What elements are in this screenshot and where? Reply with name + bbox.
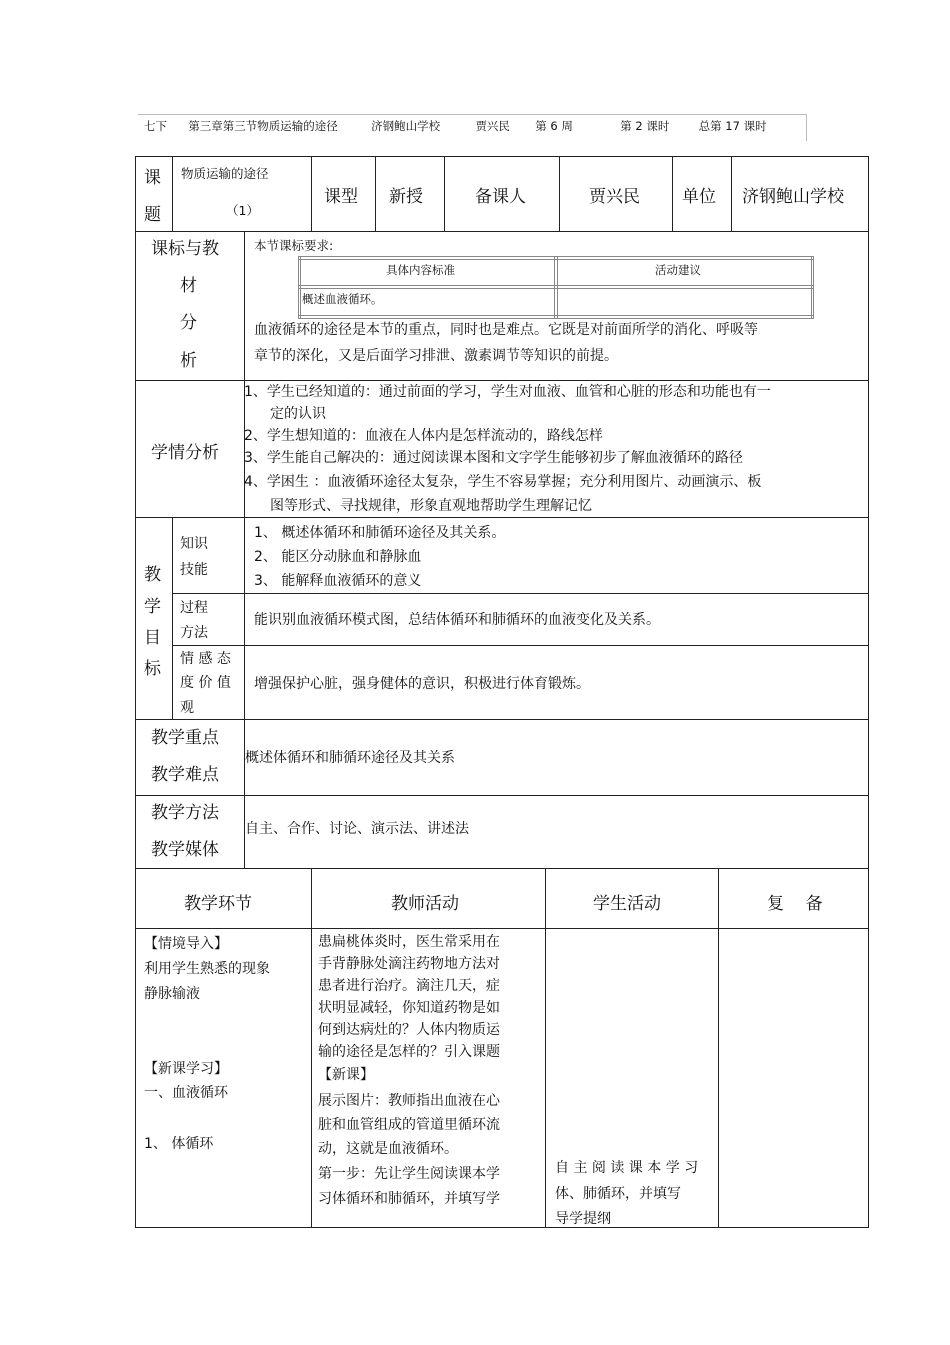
goals-label-2: 学 <box>144 597 161 617</box>
students-label: 学情分析 <box>151 443 219 463</box>
standards-table <box>298 256 814 319</box>
rule <box>298 256 299 319</box>
analysis-intro: 本节课标要求: <box>254 238 334 253</box>
teacher-line-8: 展示图片：教师指出血液在心 <box>318 1093 500 1109</box>
rule <box>813 256 814 319</box>
standards-cell-content: 概述血液循环。 <box>302 292 383 306</box>
goals-label-4: 标 <box>144 659 161 679</box>
stage-line-5: 一、血液循环 <box>144 1085 228 1101</box>
rule <box>172 593 869 594</box>
rule <box>444 156 445 231</box>
knowledge-label-b: 技能 <box>180 562 208 578</box>
teacher-line-1: 患扁桃体炎时，医生常采用在 <box>318 934 500 950</box>
rule <box>731 156 732 231</box>
rule <box>718 868 719 1227</box>
goals-label-3: 目 <box>144 628 161 648</box>
rule <box>135 1227 869 1228</box>
analysis-paragraph-2: 章节的深化，又是后面学习排泄、激素调节等知识的前提。 <box>254 348 618 364</box>
rule <box>172 156 173 231</box>
students-line-4: 3、学生能自己解决的：通过阅读课本图和文字学生能够初步了解血液循环的路径 <box>244 450 743 466</box>
knowledge-item-3: 3、 能解释血液循环的意义 <box>254 573 422 589</box>
header-chapter: 第三章第三节物质运输的途径 <box>188 119 338 133</box>
rule <box>135 795 869 796</box>
process-label-a: 过程 <box>180 600 208 616</box>
teacher-line-7: 【新课】 <box>318 1067 374 1083</box>
process-header-teacher: 教师活动 <box>391 894 459 914</box>
knowledge-label-a: 知识 <box>180 536 208 552</box>
rule <box>672 156 673 231</box>
teacher-line-9: 脏和血管组成的管道里循环流 <box>318 1117 500 1133</box>
stage-line-1: 【情境导入】 <box>144 936 228 952</box>
topic-part: （1） <box>226 203 259 218</box>
students-line-2: 定的认识 <box>270 406 326 422</box>
preparer-value: 贾兴民 <box>589 187 640 207</box>
topic-title: 物质运输的途径 <box>181 166 269 181</box>
analysis-paragraph-1: 血液循环的途径是本节的重点，同时也是难点。它既是对前面所学的消化、呼吸等 <box>254 322 758 338</box>
header-lesson: 第 2 课时 <box>620 119 670 133</box>
standards-header-activity: 活动建议 <box>655 263 701 277</box>
students-line-5: 4、学困生 ：血液循环途径太复杂，学生不容易掌握；充分利用图片、动画演示、板 <box>244 474 762 490</box>
rule <box>557 256 558 319</box>
rule <box>135 928 869 929</box>
rule <box>135 156 869 157</box>
rule <box>135 517 869 518</box>
method-label: 教学方法 <box>151 803 219 823</box>
process-goal: 能识别血液循环模式图，总结体循环和肺循环的血液变化及关系。 <box>254 612 660 628</box>
emotion-label-c: 观 <box>180 700 194 716</box>
teacher-line-10: 动，这就是血液循环。 <box>318 1141 458 1157</box>
process-label-b: 方法 <box>180 625 208 641</box>
rule <box>811 256 812 319</box>
rule <box>135 868 869 869</box>
table-border-right <box>868 156 869 1228</box>
rule <box>298 288 814 289</box>
type-value: 新授 <box>389 187 423 207</box>
teacher-line-6: 输的途径是怎样的？引入课题 <box>318 1044 500 1060</box>
rule <box>135 719 869 720</box>
knowledge-item-2: 2、 能区分动脉血和静脉血 <box>254 549 422 565</box>
preparer-label: 备课人 <box>475 187 526 207</box>
emotion-label-b: 度 价 值 <box>180 675 231 691</box>
standards-header-content: 具体内容标准 <box>386 263 455 277</box>
process-header-review: 复 备 <box>767 894 823 914</box>
students-line-1: 1、学生已经知道的：通过前面的学习，学生对血液、血管和心脏的形态和功能也有一 <box>244 384 771 400</box>
method-value: 自主、合作、讨论、演示法、讲述法 <box>245 821 469 837</box>
topic-label-b: 题 <box>144 205 161 225</box>
rule <box>545 868 546 1227</box>
rule <box>298 285 814 286</box>
type-label: 课型 <box>324 187 358 207</box>
header-week: 第 6 周 <box>535 119 573 133</box>
analysis-label-1: 课标与教 <box>151 239 219 259</box>
rule <box>300 256 301 319</box>
media-label: 教学媒体 <box>151 840 219 860</box>
stage-line-6: 1、 体循环 <box>144 1136 214 1152</box>
rule <box>554 256 555 319</box>
student-line-2: 体、肺循环，并填写 <box>555 1186 681 1202</box>
process-header-student: 学生活动 <box>593 894 661 914</box>
table-border-left <box>135 156 136 1228</box>
rule <box>298 315 814 316</box>
rule <box>244 231 245 868</box>
rule <box>298 256 814 257</box>
rule <box>559 156 560 231</box>
analysis-label-4: 析 <box>180 351 197 371</box>
analysis-label-3: 分 <box>180 313 197 333</box>
rule <box>172 517 173 719</box>
student-line-3: 导学提纲 <box>555 1211 611 1227</box>
rule <box>311 868 312 1227</box>
students-line-3: 2、学生想知道的：血液在人体内是怎样流动的，路线怎样 <box>244 428 603 444</box>
teacher-line-12: 习体循环和肺循环，并填写学 <box>318 1191 500 1207</box>
teacher-line-4: 状明显减轻，你知道药物是如 <box>318 1000 500 1016</box>
teacher-line-3: 患者进行治疗。滴注几天，症 <box>318 978 500 994</box>
rule <box>172 645 869 646</box>
header-teacher: 贾兴民 <box>475 119 510 133</box>
students-line-6: 图等形式、寻找规律，形象直观地帮助学生理解记忆 <box>270 498 592 514</box>
goals-label-1: 教 <box>144 565 161 585</box>
header-grade: 七下 <box>144 119 167 133</box>
unit-label: 单位 <box>682 187 716 207</box>
emotion-goal: 增强保护心脏，强身健体的意识，积极进行体育锻炼。 <box>254 676 590 692</box>
teacher-line-5: 何到达病灶的？人体内物质运 <box>318 1022 500 1038</box>
difficulty-label: 教学难点 <box>151 765 219 785</box>
knowledge-item-1: 1、 概述体循环和肺循环途径及其关系。 <box>254 525 506 541</box>
header-total: 总第 17 课时 <box>698 119 767 133</box>
teacher-line-11: 第一步：先让学生阅读课本学 <box>318 1166 500 1182</box>
rule <box>298 259 814 260</box>
emotion-label-a: 情 感 态 <box>180 651 231 667</box>
topic-label-a: 课 <box>144 168 161 188</box>
unit-value: 济钢鲍山学校 <box>742 187 844 207</box>
header-school: 济钢鲍山学校 <box>371 119 441 133</box>
rule <box>375 156 376 231</box>
stage-line-4: 【新课学习】 <box>144 1061 228 1077</box>
student-line-1: 自 主 阅 读 课 本 学 习 <box>555 1160 699 1176</box>
stage-line-3: 静脉输液 <box>144 986 200 1002</box>
page-header <box>144 118 767 134</box>
key-label: 教学重点 <box>151 728 219 748</box>
analysis-label-2: 材 <box>180 276 197 296</box>
key-value: 概述体循环和肺循环途径及其关系 <box>245 750 455 766</box>
stage-line-2: 利用学生熟悉的现象 <box>144 961 270 977</box>
teacher-line-2: 手背静脉处滴注药物地方法对 <box>318 956 500 972</box>
rule <box>311 156 312 231</box>
rule <box>135 231 869 232</box>
process-header-stage: 教学环节 <box>184 894 252 914</box>
